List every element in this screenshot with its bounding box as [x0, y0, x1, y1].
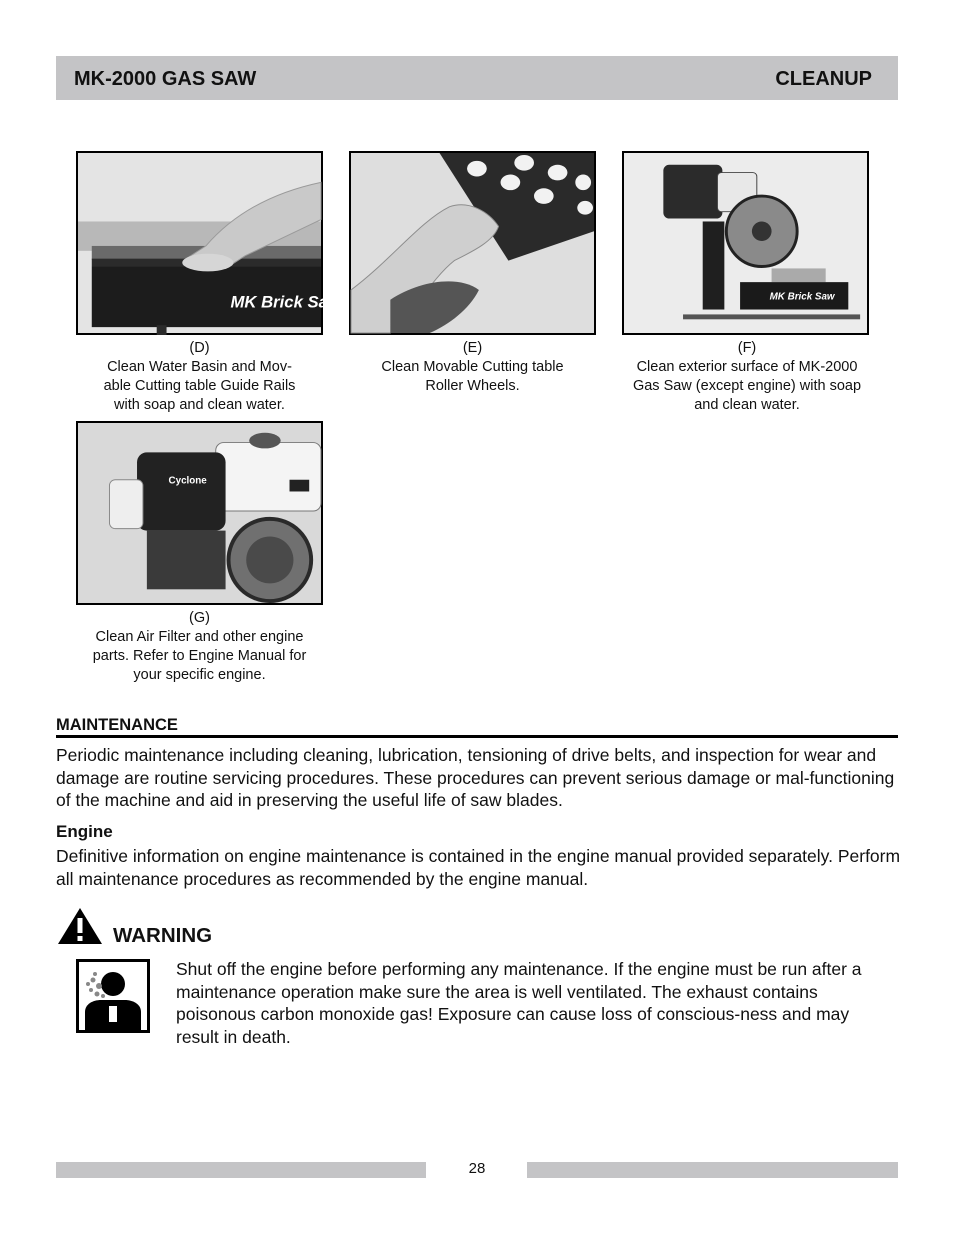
photo-g-label: (G): [189, 610, 210, 626]
photo-d-caption-text: Clean Water Basin and Mov- able Cutting table Guide Rails with soap and clean water.: [103, 359, 296, 413]
toxic-fumes-icon: [76, 959, 150, 1033]
photo-d-caption: [76, 339, 323, 415]
photo-g-caption: [76, 609, 323, 685]
photo-f-label: (F): [737, 340, 757, 356]
warning-triangle-icon: [56, 906, 104, 946]
warning-text: Shut off the engine before performing any maintenance. If the engine must be run after a maintenance operation make sure the area is well ventilated. The exhaust contains poisonous carbon monoxide gas! Exposure can cause loss of conscious-ness and may result in death.: [176, 959, 862, 1047]
photo-d-water-basin: [76, 151, 341, 335]
footer-bar-left: [56, 1162, 426, 1178]
photo-d-label: (D): [189, 340, 210, 356]
page-number: 28: [468, 1160, 486, 1177]
photo-d-brand-text: MK Brick Saw: [230, 292, 341, 312]
photo-e-caption-text: Clean Movable Cutting table Roller Wheels.: [381, 359, 564, 394]
photo-g-brand-text: Cyclone: [168, 475, 207, 487]
photo-f-saw-exterior: [622, 151, 869, 335]
maintenance-paragraph: Periodic maintenance including cleaning, lubrication, tensioning of drive belts, and inspection for wear and damage are routine servicing procedures. These procedures can prevent serious damage or mal-functioning of the machine and aid in preserving the useful life of saw blades.: [56, 745, 895, 810]
photo-f-caption: [622, 339, 872, 415]
engine-paragraph: Definitive information on engine maintenance is contained in the engine manual provided separately. Perform all maintenance procedures as recommended by the engine manual.: [56, 846, 901, 889]
photo-f-caption-text: Clean exterior surface of MK-2000 Gas Saw (except engine) with soap and clean water.: [632, 359, 862, 413]
photo-f-brand-text: MK Brick Saw: [769, 291, 835, 303]
section-name: CLEANUP: [775, 68, 872, 90]
footer-bar-right: [527, 1162, 898, 1178]
photo-g-caption-text: Clean Air Filter and other engine parts. Refer to Engine Manual for your specific engine.: [92, 629, 307, 683]
photo-g-air-filter: [76, 421, 323, 605]
warning-title: WARNING: [113, 924, 213, 947]
engine-heading: Engine: [56, 822, 113, 841]
document-title: MK-2000 GAS SAW: [74, 68, 257, 90]
photo-e-roller-wheels: [349, 151, 596, 335]
maintenance-heading: MAINTENANCE: [56, 716, 898, 738]
header-bar: [56, 56, 898, 100]
photo-e-label: (E): [462, 340, 483, 356]
photo-e-caption: [349, 339, 596, 396]
